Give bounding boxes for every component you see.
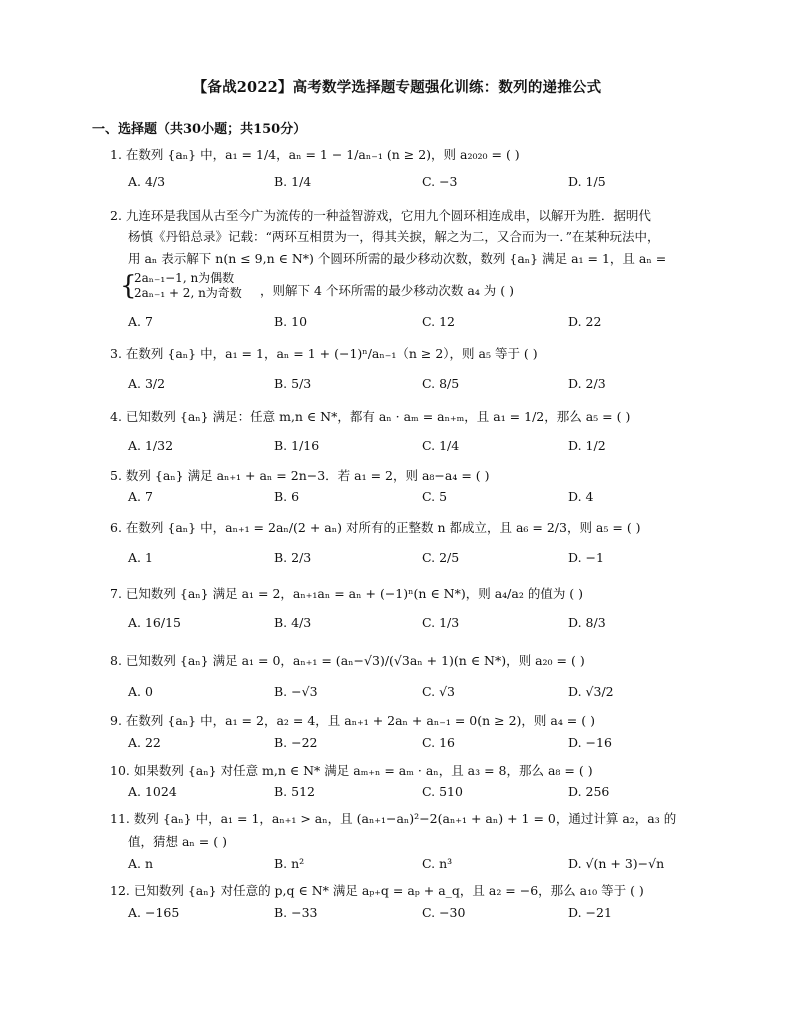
option-d[interactable]: D. 2/3 xyxy=(568,376,606,391)
options-11 xyxy=(128,856,728,876)
option-c[interactable]: C. 1/3 xyxy=(422,615,460,630)
option-d[interactable]: D. √(n + 3)−√n xyxy=(568,856,665,871)
question-2: 2. 九连环是我国从古至今广为流传的一种益智游戏，它用九个圆环相连成串，以解开为胜．据明代 xyxy=(110,208,651,223)
question-9: 9. 在数列 {aₙ} 中，a₁ = 2，a₂ = 4，且 aₙ₊₁ + 2aₙ + aₙ₋₁ = 0(n ≥ 2)，则 a₄ = ( ) xyxy=(110,713,595,728)
question-11: 11. 数列 {aₙ} 中，a₁ = 1，aₙ₊₁ > aₙ，且 (aₙ₊₁−aₙ)²−2(aₙ₊₁ + aₙ) + 1 = 0，通过计算 a₂，a₃ 的 xyxy=(110,811,677,826)
option-d[interactable]: D. −21 xyxy=(568,905,612,920)
option-a[interactable]: A. −165 xyxy=(128,905,180,920)
question-2-cases xyxy=(120,271,242,301)
question-10: 10. 如果数列 {aₙ} 对任意 m,n ∈ N* 满足 aₘ₊ₙ = aₘ · aₙ，且 a₃ = 8，那么 a₈ = ( ) xyxy=(110,763,593,778)
question-2-line-3: 用 aₙ 表示解下 n(n ≤ 9,n ∈ N*) 个圆环所需的最少移动次数，数列 {aₙ} 满足 a₁ = 1，且 aₙ = xyxy=(128,251,667,266)
option-c[interactable]: C. 1/4 xyxy=(422,438,460,453)
option-a[interactable]: A. 16/15 xyxy=(128,615,181,630)
options-5 xyxy=(128,489,728,509)
question-11-line-2: 值，猜想 aₙ = ( ) xyxy=(128,834,227,849)
option-c[interactable]: C. 2/5 xyxy=(422,550,460,565)
option-a[interactable]: A. 7 xyxy=(128,489,153,504)
question-12: 12. 已知数列 {aₙ} 对任意的 p,q ∈ N* 满足 aₚ₊q = aₚ + a_q，且 a₂ = −6，那么 a₁₀ 等于 ( ) xyxy=(110,883,644,898)
question-8: 8. 已知数列 {aₙ} 满足 a₁ = 0，aₙ₊₁ = (aₙ−√3)/(√3aₙ + 1)(n ∈ N*)，则 a₂₀ = ( ) xyxy=(110,653,585,668)
option-c[interactable]: C. 12 xyxy=(422,314,455,329)
option-a[interactable]: A. n xyxy=(128,856,154,871)
option-c[interactable]: C. 16 xyxy=(422,735,455,750)
option-d[interactable]: D. 1/5 xyxy=(568,174,606,189)
option-b[interactable]: B. −22 xyxy=(274,735,318,750)
option-c[interactable]: C. −3 xyxy=(422,174,458,189)
option-d[interactable]: D. −1 xyxy=(568,550,604,565)
option-c[interactable]: C. −30 xyxy=(422,905,466,920)
option-c[interactable]: C. 8/5 xyxy=(422,376,460,391)
question-2-line-2: 杨慎《丹铅总录》记载：“两环互相贯为一，得其关捩，解之为二，又合而为一．”在某种玩法中， xyxy=(128,229,660,244)
option-d[interactable]: D. 4 xyxy=(568,489,594,504)
options-8 xyxy=(128,684,728,704)
question-2-tail: ，则解下 4 个环所需的最少移动次数 a₄ 为 ( ) xyxy=(260,283,515,298)
option-d[interactable]: D. 22 xyxy=(568,314,602,329)
option-b[interactable]: B. 10 xyxy=(274,314,308,329)
question-1: 1. 在数列 {aₙ} 中，a₁ = 1/4，aₙ = 1 − 1/aₙ₋₁ (n ≥ 2)，则 a₂₀₂₀ = ( ) xyxy=(110,147,520,162)
option-c[interactable]: C. 5 xyxy=(422,489,448,504)
option-d[interactable]: D. 1/2 xyxy=(568,438,606,453)
option-b[interactable]: B. 2/3 xyxy=(274,550,312,565)
option-a[interactable]: A. 7 xyxy=(128,314,153,329)
options-7 xyxy=(128,615,728,635)
option-d[interactable]: D. 256 xyxy=(568,784,610,799)
option-b[interactable]: B. 6 xyxy=(274,489,300,504)
options-2 xyxy=(128,314,728,334)
option-c[interactable]: C. 510 xyxy=(422,784,463,799)
option-a[interactable]: A. 0 xyxy=(128,684,153,699)
options-9 xyxy=(128,735,728,755)
option-a[interactable]: A. 3/2 xyxy=(128,376,166,391)
option-b[interactable]: B. 1/16 xyxy=(274,438,320,453)
question-6: 6. 在数列 {aₙ} 中，aₙ₊₁ = 2aₙ/(2 + aₙ) 对所有的正整数 n 都成立，且 a₆ = 2/3，则 a₅ = ( ) xyxy=(110,520,641,535)
option-b[interactable]: B. 1/4 xyxy=(274,174,312,189)
brace-icon: { xyxy=(120,271,137,301)
option-b[interactable]: B. n² xyxy=(274,856,305,871)
option-b[interactable]: B. −√3 xyxy=(274,684,318,699)
option-d[interactable]: D. √3/2 xyxy=(568,684,614,699)
option-a[interactable]: A. 1024 xyxy=(128,784,177,799)
option-a[interactable]: A. 1 xyxy=(128,550,153,565)
question-5: 5. 数列 {aₙ} 满足 aₙ₊₁ + aₙ = 2n−3．若 a₁ = 2，则 a₈−a₄ = ( ) xyxy=(110,468,490,483)
question-7: 7. 已知数列 {aₙ} 满足 a₁ = 2，aₙ₊₁aₙ = aₙ + (−1)ⁿ(n ∈ N*)，则 a₄/a₂ 的值为 ( ) xyxy=(110,586,584,601)
case-odd: 2aₙ₋₁ + 2, n为奇数 xyxy=(134,286,242,300)
question-3: 3. 在数列 {aₙ} 中，a₁ = 1，aₙ = 1 + (−1)ⁿ/aₙ₋₁（n ≥ 2），则 a₅ 等于 ( ) xyxy=(110,346,538,361)
options-10 xyxy=(128,784,728,804)
option-a[interactable]: A. 22 xyxy=(128,735,161,750)
option-b[interactable]: B. 5/3 xyxy=(274,376,312,391)
option-a[interactable]: A. 1/32 xyxy=(128,438,174,453)
options-12 xyxy=(128,905,728,925)
question-4: 4. 已知数列 {aₙ} 满足：任意 m,n ∈ N*，都有 aₙ · aₘ = aₙ₊ₘ，且 a₁ = 1/2，那么 a₅ = ( ) xyxy=(110,409,631,424)
option-a[interactable]: A. 4/3 xyxy=(128,174,166,189)
page-title: 【备战2022】高考数学选择题专题强化训练：数列的递推公式 xyxy=(192,79,602,96)
option-b[interactable]: B. −33 xyxy=(274,905,318,920)
options-3 xyxy=(128,376,728,396)
options-4 xyxy=(128,438,728,458)
option-d[interactable]: D. −16 xyxy=(568,735,612,750)
option-b[interactable]: B. 512 xyxy=(274,784,315,799)
option-b[interactable]: B. 4/3 xyxy=(274,615,312,630)
option-c[interactable]: C. √3 xyxy=(422,684,455,699)
options-6 xyxy=(128,550,728,570)
option-c[interactable]: C. n³ xyxy=(422,856,453,871)
option-d[interactable]: D. 8/3 xyxy=(568,615,606,630)
section-heading: 一、选择题（共30小题；共150分） xyxy=(92,122,307,137)
options-1 xyxy=(128,174,728,194)
case-even: 2aₙ₋₁−1, n为偶数 xyxy=(134,271,235,285)
